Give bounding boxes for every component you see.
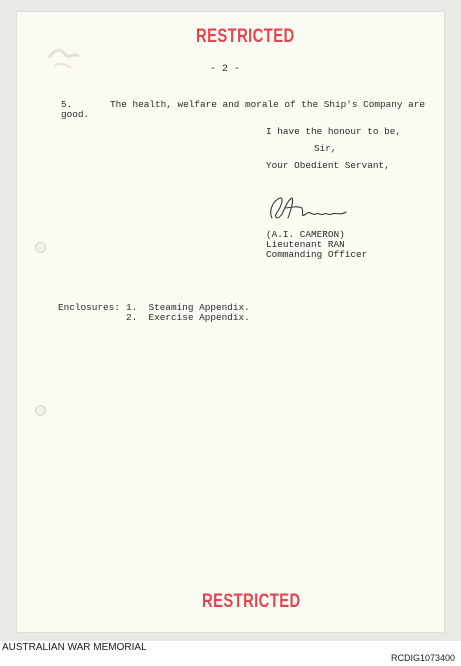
smudge-mark xyxy=(43,44,85,76)
restricted-stamp-bottom: RESTRICTED xyxy=(202,591,301,612)
closing-honour: I have the honour to be, xyxy=(266,126,402,137)
paragraph-text: The health, welfare and morale of the Ship's Company are xyxy=(110,99,426,110)
closing-salutation: Sir, xyxy=(314,143,337,154)
signatory-rank: Lieutenant RAN xyxy=(266,239,345,250)
signatory-role: Commanding Officer xyxy=(266,249,368,260)
signatory-name: (A.I. CAMERON) xyxy=(266,229,345,240)
paragraph-number: 5. xyxy=(61,99,73,110)
restricted-stamp-top: RESTRICTED xyxy=(196,26,295,47)
reference-caption: RCDIG1073400 xyxy=(390,653,455,663)
institution-caption: AUSTRALIAN WAR MEMORIAL xyxy=(2,642,147,653)
page-number: - 2 - xyxy=(210,64,241,75)
enclosures-label: Enclosures: xyxy=(58,302,120,313)
paragraph-continuation: good. xyxy=(61,109,90,120)
punch-hole xyxy=(35,405,46,416)
punch-hole xyxy=(35,242,46,253)
enclosure-item: 1. Steaming Appendix. xyxy=(126,302,250,313)
enclosure-item: 2. Exercise Appendix. xyxy=(126,312,250,323)
closing-servant: Your Obedient Servant, xyxy=(266,160,390,171)
handwritten-signature xyxy=(262,192,354,226)
